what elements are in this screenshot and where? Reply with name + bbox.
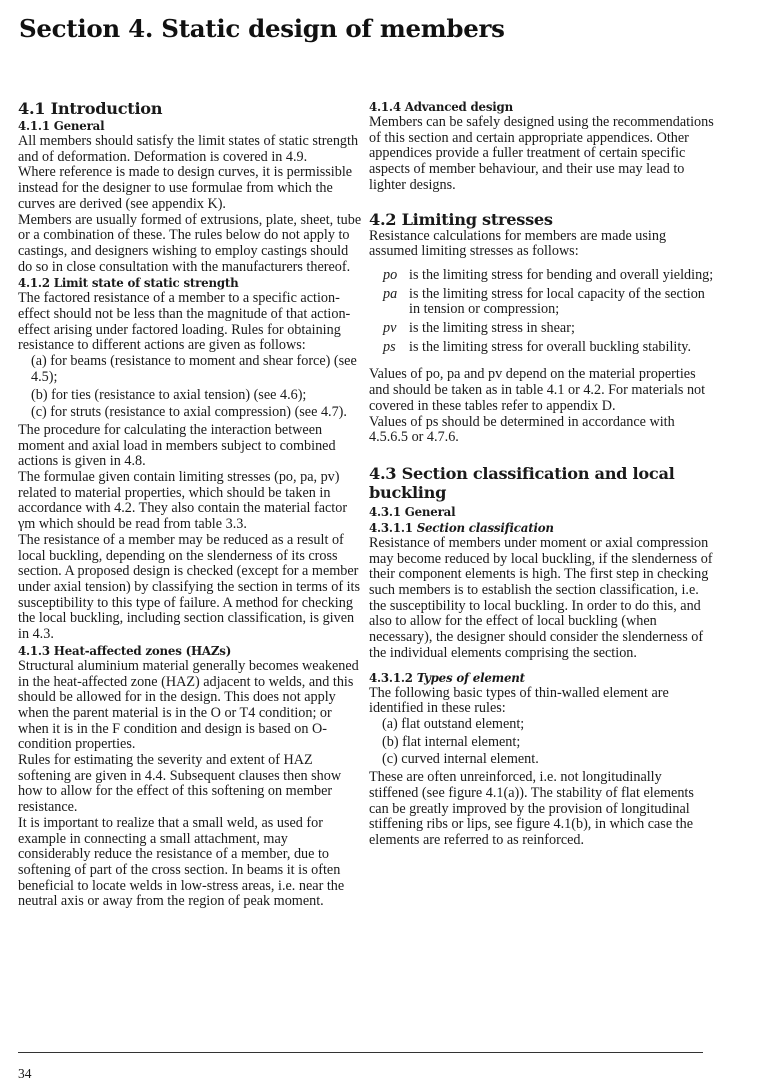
right-column bbox=[369, 99, 714, 849]
heading-4-3-1-2 bbox=[369, 670, 714, 686]
paragraph: The procedure for calculating the interaction between moment and axial load in members subject to combined actions is given in 4.8. bbox=[18, 421, 336, 470]
heading-4-1-1: 4.1.1 General bbox=[18, 119, 105, 133]
list-item: (b) flat internal element; bbox=[382, 733, 521, 750]
paragraph: Members can be safely designed using the recommendations of this section and certain appropriate appendices. Other appendices provide a fuller treatment of certain specific aspects of member behaviour, and their use may lead to lighter designs. bbox=[369, 114, 714, 193]
list-item: (a) for beams (resistance to moment and shear force) (see 4.5); bbox=[31, 353, 357, 385]
stress-symbol: po bbox=[383, 266, 398, 283]
footer-divider bbox=[18, 1052, 703, 1053]
list-item: (b) for ties (resistance to axial tension) (see 4.6); bbox=[31, 386, 307, 403]
stress-item bbox=[383, 287, 714, 318]
paragraph: The resistance of a member may be reduced as a result of local buckling, depending on the slenderness of its cross section. A proposed design is checked (except for a member under axial tension) by classifying the section in terms of its susceptibility to this type of failure. A method for checking the local buckling, including section classification, is given in 4.3. bbox=[18, 531, 361, 643]
paragraph: Structural aluminium material generally becomes weakened in the heat-affected zone (HAZ) adjacent to welds, and this should be allowed for in the design. This does not apply when the parent material is in the O or T4 condition; or when it is in the F condition and design is based on O-condition properties. bbox=[18, 657, 359, 753]
paragraph: These are often unreinforced, i.e. not longitudinally stiffened (see figure 4.1(a)). The stability of flat elements can be greatly improved by the provision of longitudinal stiffening ribs or lips, see figure 4.1(b), in which case the elements are referred to as reinforced. bbox=[369, 769, 694, 848]
heading-number: 4.3.1.1 bbox=[369, 520, 413, 535]
paragraph: Members are usually formed of extrusions, plate, sheet, tube or a combination of these. The rules below do not apply to castings, and designers wishing to employ castings should do so in close consultation with the manufacturers thereof. bbox=[18, 211, 362, 275]
stress-definition: is the limiting stress in shear; bbox=[409, 320, 575, 337]
paragraph: The formulae given contain limiting stresses (po, pa, pv) related to material properties, which should be taken in accordance with 4.2. They also contain the material factor γm which should be read from table 3.3. bbox=[18, 469, 348, 533]
heading-4-3-1-1 bbox=[369, 520, 714, 536]
paragraph: All members should satisfy the limit states of static strength and of deformation. Deformation is covered in 4.9. bbox=[18, 133, 359, 165]
paragraph: It is important to realize that a small weld, as used for example in connecting a small attachment, may considerably reduce the resistance of a member, due to softening of part of the cross section. In beams it is often beneficial to locate welds in low-stress areas, i.e. near the neutral axis or away from the region of peak moment. bbox=[18, 814, 345, 910]
heading-4-2: 4.2 Limiting stresses bbox=[369, 209, 553, 229]
paragraph: The factored resistance of a member to a specific action-effect should not be less than the magnitude of that action-effect arising under factored loading. Rules for obtaining resistance to different actions are given as follows: bbox=[18, 290, 351, 354]
paragraph: The following basic types of thin-walled element are identified in these rules: bbox=[369, 684, 669, 717]
heading-title: Types of element bbox=[416, 670, 525, 685]
stress-definitions bbox=[383, 268, 714, 356]
stress-definition: is the limiting stress for bending and overall yielding; bbox=[409, 266, 714, 283]
paragraph: Resistance of members under moment or axial compression may become reduced by local buckling, if the slenderness of their component elements is high. The first step in checking such members is to establish the section classification, i.e. the susceptibility to local buckling. In order to do this, and also to allow for the effect of local buckling (when necessary), the designer should consider the slenderness of the individual elements comprising the section. bbox=[369, 534, 713, 661]
heading-4-1-2: 4.1.2 Limit state of static strength bbox=[18, 276, 239, 291]
paragraph: Rules for estimating the severity and extent of HAZ softening are given in 4.4. Subsequent clauses then show how to allow for the effect of this softening on member resistance. bbox=[18, 752, 342, 816]
stress-symbol: ps bbox=[383, 338, 396, 355]
element-types-list bbox=[382, 717, 714, 768]
action-list bbox=[31, 354, 363, 421]
stress-symbol: pa bbox=[383, 285, 398, 302]
page-number: 34 bbox=[18, 1066, 32, 1081]
heading-4-3: 4.3 Section classification and local buckling bbox=[369, 463, 675, 502]
page-title: Section 4. Static design of members bbox=[19, 14, 505, 43]
heading-4-1: 4.1 Introduction bbox=[18, 99, 163, 118]
stress-symbol: pv bbox=[383, 320, 397, 337]
heading-4-1-4: 4.1.4 Advanced design bbox=[369, 100, 513, 114]
stress-definition: is the limiting stress for local capacity of the section in tension or compression; bbox=[409, 285, 705, 318]
heading-4-3-1: 4.3.1 General bbox=[369, 504, 456, 519]
stress-item bbox=[383, 268, 714, 284]
heading-4-1-3: 4.1.3 Heat-affected zones (HAZs) bbox=[18, 643, 232, 658]
heading-number: 4.3.1.2 bbox=[369, 670, 413, 685]
paragraph: Values of po, pa and pv depend on the material properties and should be taken as in table 4.1 or 4.2. For materials not covered in these tables refer to appendix D. bbox=[369, 366, 706, 414]
left-column bbox=[18, 99, 363, 910]
list-item: (a) flat outstand element; bbox=[382, 715, 525, 732]
stress-definition: is the limiting stress for overall buckling stability. bbox=[409, 338, 692, 355]
stress-item bbox=[383, 321, 714, 337]
list-item: (c) for struts (resistance to axial compression) (see 4.7). bbox=[31, 404, 347, 421]
heading-title: Section classification bbox=[416, 520, 554, 535]
paragraph: Where reference is made to design curves, it is permissible instead for the designer to use formulae from which the curves are derived (see appendix K). bbox=[18, 164, 353, 212]
paragraph: Values of ps should be determined in accordance with 4.5.6.5 or 4.7.6. bbox=[369, 413, 675, 446]
list-item: (c) curved internal element. bbox=[382, 751, 539, 768]
stress-item bbox=[383, 340, 714, 356]
paragraph: Resistance calculations for members are made using assumed limiting stresses as follows: bbox=[369, 227, 667, 260]
